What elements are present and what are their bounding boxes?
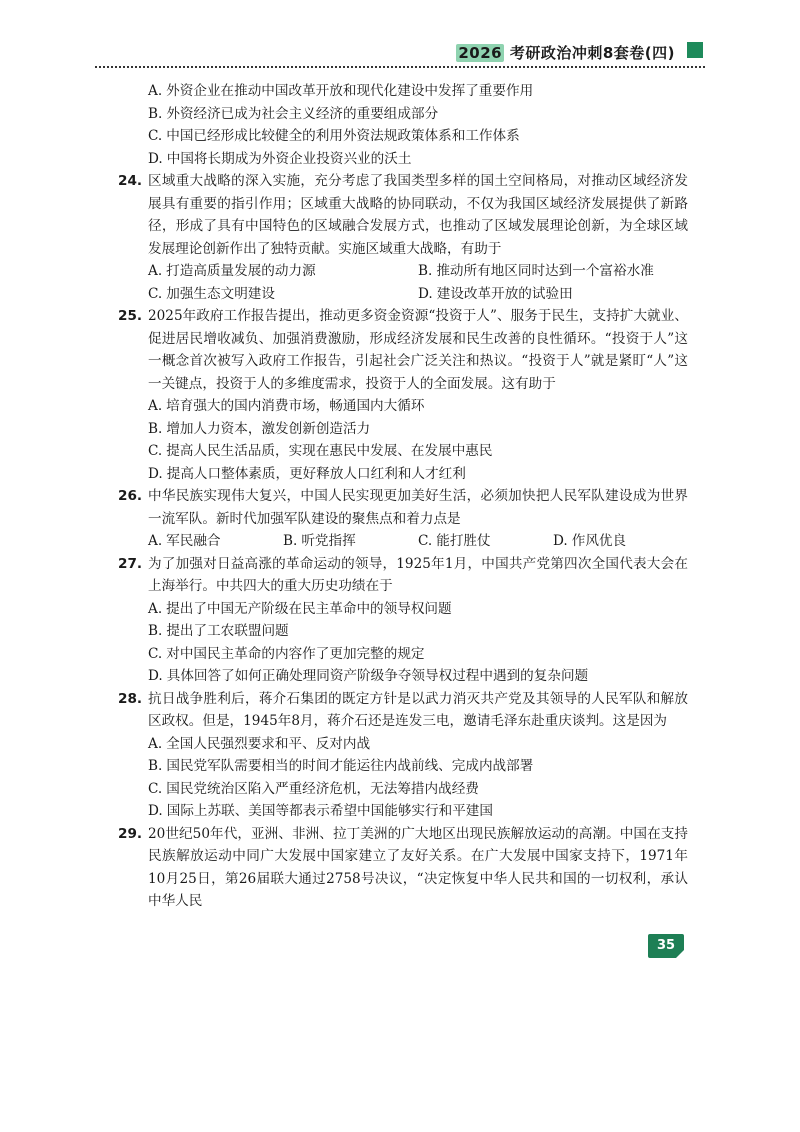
question-text: 2025年政府工作报告提出，推动更多资金资源“投资于人”、服务于民生，支持扩大就业、促进居民增收减负、加强消费激励，形成经济发展和民生改善的良性循环。“投资于人”这一概念首次被写入政府工作报告，引起社会广泛关注和热议。“投资于人”就是紧盯“人”这一关键点，投资于人的多维度需求，投资于人的全面发展。这有助于 <box>148 308 688 392</box>
option-d: D. 提高人口整体素质，更好释放人口红利和人才红利 <box>148 465 466 482</box>
question-text: 中华民族实现伟大复兴，中国人民实现更加美好生活，必须加快把人民军队建设成为世界一流军队。新时代加强军队建设的聚焦点和着力点是 <box>148 488 688 527</box>
question-text: 抗日战争胜利后，蒋介石集团的既定方针是以武力消灭共产党及其领导的人民军队和解放区政权。但是，1945年8月，蒋介石还是连发三电，邀请毛泽东赴重庆谈判。这是因为 <box>148 690 688 729</box>
options-list <box>118 733 688 823</box>
question-stem <box>118 553 688 598</box>
option-a: A. 全国人民强烈要求和平、反对内战 <box>148 735 371 752</box>
question-25 <box>118 305 688 485</box>
option-c: C. 国民党统治区陷入严重经济危机，无法筹措内战经费 <box>148 780 479 797</box>
option-a: A. 军民融合 <box>148 533 221 549</box>
option-d: D. 中国将长期成为外资企业投资兴业的沃土 <box>148 150 412 167</box>
question-number: 29. <box>118 825 143 842</box>
question-text: 为了加强对日益高涨的革命运动的领导，1925年1月，中国共产党第四次全国代表大会在上海举行。中共四大的重大历史功绩在于 <box>148 555 688 594</box>
question-23-continued <box>118 80 688 170</box>
option-d: D. 具体回答了如何正确处理同资产阶级争夺领导权过程中遇到的复杂问题 <box>148 668 589 684</box>
question-number: 25. <box>118 308 143 324</box>
option-c: C. 中国已经形成比较健全的利用外资法规政策体系和工作体系 <box>148 128 520 144</box>
question-26 <box>118 485 688 553</box>
option-c: C. 提高人民生活品质，实现在惠民中发展、在发展中惠民 <box>148 443 493 459</box>
question-stem <box>118 688 688 733</box>
header-square-icon <box>687 42 703 58</box>
option-d: D. 建设改革开放的试验田 <box>418 285 573 302</box>
option-b: B. 提出了工农联盟问题 <box>148 623 289 639</box>
option-b: B. 推动所有地区同时达到一个富裕水准 <box>418 263 654 279</box>
question-29 <box>118 823 688 913</box>
option-c: C. 对中国民主革命的内容作了更加完整的规定 <box>148 645 425 662</box>
header-title <box>456 42 675 63</box>
option-b: B. 增加人力资本，激发创新创造活力 <box>148 420 371 437</box>
question-number: 26. <box>118 488 143 504</box>
question-28 <box>118 688 688 823</box>
question-27 <box>118 553 688 688</box>
options-list <box>118 80 688 170</box>
question-content <box>118 80 688 913</box>
header-title-text: 考研政治冲刺8套卷(四) <box>504 44 675 62</box>
running-header <box>95 38 705 68</box>
question-number: 28. <box>118 690 143 707</box>
option-d: D. 国际上苏联、美国等都表示希望中国能够实行和平建国 <box>148 803 493 819</box>
question-24 <box>118 170 688 305</box>
option-a: A. 外资企业在推动中国改革开放和现代化建设中发挥了重要作用 <box>148 83 534 99</box>
option-c: C. 加强生态文明建设 <box>148 285 275 302</box>
option-a: A. 培育强大的国内消费市场，畅通国内大循环 <box>148 398 425 414</box>
header-year: 2026 <box>458 44 503 62</box>
question-number: 27. <box>118 555 143 572</box>
question-text: 区域重大战略的深入实施，充分考虑了我国类型多样的国土空间格局，对推动区域经济发展具有重要的指引作用；区域重大战略的协同联动，不仅为我国区域经济发展提供了新路径，形成了具有中国特色的区域融合发展方式，也推动了区域发展理论创新，为全球区域发展理论创新作出了独特贡献。实施区域重大战略，有助于 <box>148 173 688 257</box>
option-b: B. 国民党军队需要相当的时间才能运往内战前线、完成内战部署 <box>148 758 534 774</box>
option-d: D. 作风优良 <box>553 533 627 549</box>
question-stem <box>118 485 688 530</box>
header-dotted-rule <box>95 66 705 68</box>
page-number: 35 <box>648 934 684 958</box>
options-list <box>118 260 688 305</box>
option-a: A. 提出了中国无产阶级在民主革命中的领导权问题 <box>148 600 452 617</box>
option-b: B. 外资经济已成为社会主义经济的重要组成部分 <box>148 105 439 122</box>
options-list <box>118 395 688 485</box>
options-list <box>118 530 688 553</box>
option-c: C. 能打胜仗 <box>418 533 491 549</box>
question-text: 20世纪50年代，亚洲、非洲、拉丁美洲的广大地区出现民族解放运动的高潮。中国在支持民族解放运动中同广大发展中国家建立了友好关系。在广大发展中国家支持下，1971年10月25日，第26届联大通过2758号决议，“决定恢复中华人民共和国的一切权利，承认中华人民 <box>148 825 688 909</box>
question-stem <box>118 305 688 395</box>
option-b: B. 听党指挥 <box>283 533 356 549</box>
option-a: A. 打造高质量发展的动力源 <box>148 263 316 279</box>
question-number: 24. <box>118 173 143 189</box>
options-list <box>118 598 688 688</box>
question-stem <box>118 823 688 913</box>
question-stem <box>118 170 688 260</box>
